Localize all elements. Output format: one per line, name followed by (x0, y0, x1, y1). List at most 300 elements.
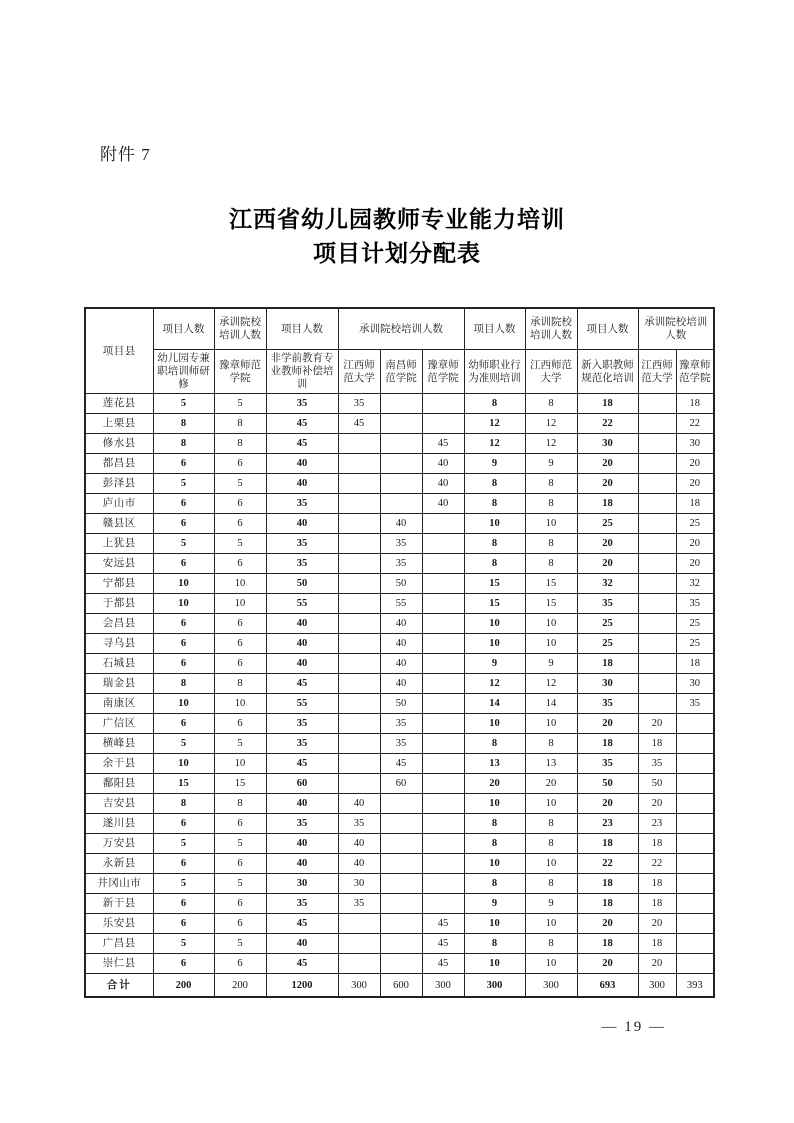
table-cell (338, 674, 380, 694)
header-sub-0-0: 幼儿园专兼职培训师研修 (153, 350, 214, 394)
table-cell: 5 (214, 474, 266, 494)
county-name: 乐安县 (85, 914, 153, 934)
table-cell: 40 (266, 854, 338, 874)
table-row (85, 554, 714, 574)
table-cell: 12 (525, 674, 577, 694)
table-cell: 6 (153, 854, 214, 874)
table-cell (380, 414, 422, 434)
table-row (85, 854, 714, 874)
table-cell: 12 (525, 414, 577, 434)
table-cell: 8 (525, 734, 577, 754)
allocation-table (84, 307, 715, 998)
table-cell: 5 (153, 734, 214, 754)
table-cell (422, 734, 464, 754)
table-cell: 10 (153, 574, 214, 594)
table-cell: 20 (577, 914, 638, 934)
table-cell: 40 (422, 454, 464, 474)
document-title (0, 203, 794, 271)
table-cell: 35 (266, 814, 338, 834)
county-name: 横峰县 (85, 734, 153, 754)
document-title-line1: 江西省幼儿园教师专业能力培训 (229, 207, 565, 232)
table-cell: 40 (422, 494, 464, 514)
table-cell (676, 814, 714, 834)
table-cell (638, 494, 676, 514)
table-cell (422, 634, 464, 654)
table-cell: 10 (464, 854, 525, 874)
table-cell: 5 (153, 394, 214, 414)
table-cell (380, 814, 422, 834)
table-cell: 35 (338, 814, 380, 834)
table-cell: 35 (338, 894, 380, 914)
table-cell: 35 (266, 734, 338, 754)
table-cell: 35 (577, 594, 638, 614)
table-cell (338, 574, 380, 594)
table-row (85, 834, 714, 854)
table-cell (380, 434, 422, 454)
table-cell: 10 (153, 754, 214, 774)
table-cell: 60 (266, 774, 338, 794)
table-cell: 35 (380, 714, 422, 734)
table-cell: 25 (676, 634, 714, 654)
table-cell: 5 (153, 874, 214, 894)
table-cell: 9 (464, 654, 525, 674)
table-cell (422, 534, 464, 554)
table-cell: 15 (464, 594, 525, 614)
table-cell: 300 (525, 974, 577, 998)
table-cell (676, 854, 714, 874)
table-cell (422, 594, 464, 614)
table-cell: 10 (153, 694, 214, 714)
table-cell (338, 734, 380, 754)
table-cell: 40 (380, 514, 422, 534)
header-group-5: 承训院校培训人数 (525, 308, 577, 350)
table-cell: 8 (464, 834, 525, 854)
document-title-line2: 项目计划分配表 (313, 241, 481, 266)
header-group-6: 项目人数 (577, 308, 638, 350)
table-cell: 6 (153, 914, 214, 934)
table-cell (638, 454, 676, 474)
table-cell: 20 (525, 774, 577, 794)
table-cell: 200 (214, 974, 266, 998)
table-cell: 8 (525, 814, 577, 834)
table-row (85, 414, 714, 434)
table-cell (380, 914, 422, 934)
table-cell: 15 (525, 594, 577, 614)
table-cell: 18 (676, 494, 714, 514)
table-row (85, 594, 714, 614)
table-cell (338, 614, 380, 634)
header-sub-1-0: 豫章师范学院 (214, 350, 266, 394)
table-cell: 6 (153, 614, 214, 634)
table-cell: 40 (266, 454, 338, 474)
table-cell (338, 694, 380, 714)
table-cell: 14 (525, 694, 577, 714)
table-cell: 9 (525, 454, 577, 474)
table-cell: 10 (525, 854, 577, 874)
table-cell: 10 (464, 914, 525, 934)
table-cell: 6 (214, 654, 266, 674)
table-cell: 8 (525, 474, 577, 494)
table-cell (422, 854, 464, 874)
table-cell (422, 514, 464, 534)
table-row (85, 514, 714, 534)
table-cell: 5 (153, 934, 214, 954)
table-cell: 5 (153, 474, 214, 494)
table-cell: 18 (577, 654, 638, 674)
table-row (85, 434, 714, 454)
table-cell (676, 734, 714, 754)
table-cell (676, 934, 714, 954)
county-name: 寻乌县 (85, 634, 153, 654)
table-cell: 12 (464, 414, 525, 434)
table-cell (676, 954, 714, 974)
table-cell: 8 (464, 534, 525, 554)
table-cell: 20 (577, 454, 638, 474)
table-cell: 40 (380, 614, 422, 634)
table-cell: 693 (577, 974, 638, 998)
table-row (85, 794, 714, 814)
table-cell: 40 (380, 654, 422, 674)
table-cell: 1200 (266, 974, 338, 998)
table-cell (380, 894, 422, 914)
county-name: 瑞金县 (85, 674, 153, 694)
table-cell: 8 (153, 434, 214, 454)
table-cell: 8 (525, 834, 577, 854)
table-cell (422, 894, 464, 914)
table-cell (422, 394, 464, 414)
county-name: 南康区 (85, 694, 153, 714)
table-cell: 5 (153, 534, 214, 554)
table-cell: 300 (338, 974, 380, 998)
table-cell: 20 (638, 714, 676, 734)
table-cell: 25 (676, 614, 714, 634)
table-row (85, 714, 714, 734)
table-cell: 8 (525, 934, 577, 954)
county-name: 鄱阳县 (85, 774, 153, 794)
table-cell: 35 (266, 894, 338, 914)
table-cell: 8 (214, 434, 266, 454)
table-cell: 6 (153, 634, 214, 654)
county-name: 永新县 (85, 854, 153, 874)
county-name: 都昌县 (85, 454, 153, 474)
table-cell: 40 (266, 474, 338, 494)
table-cell: 8 (464, 814, 525, 834)
table-cell: 50 (266, 574, 338, 594)
table-cell (676, 894, 714, 914)
table-cell: 30 (577, 674, 638, 694)
table-cell: 6 (214, 454, 266, 474)
table-cell: 10 (525, 514, 577, 534)
table-cell: 30 (338, 874, 380, 894)
county-name: 广昌县 (85, 934, 153, 954)
header-sub-7-1: 豫章师范学院 (676, 350, 714, 394)
table-cell: 22 (577, 414, 638, 434)
table-cell (638, 434, 676, 454)
table-cell: 10 (525, 794, 577, 814)
table-cell: 8 (214, 794, 266, 814)
county-name: 上栗县 (85, 414, 153, 434)
table-cell: 15 (464, 574, 525, 594)
table-cell: 8 (525, 874, 577, 894)
table-cell (338, 594, 380, 614)
table-cell: 40 (338, 794, 380, 814)
table-cell: 40 (266, 794, 338, 814)
table-cell: 6 (214, 954, 266, 974)
table-cell: 12 (464, 674, 525, 694)
table-cell (638, 534, 676, 554)
table-cell: 6 (153, 454, 214, 474)
table-cell: 55 (380, 594, 422, 614)
table-cell (676, 714, 714, 734)
table-cell (676, 794, 714, 814)
table-cell: 45 (422, 954, 464, 974)
table-row (85, 534, 714, 554)
table-cell: 45 (422, 934, 464, 954)
table-cell: 22 (577, 854, 638, 874)
table-cell (338, 774, 380, 794)
table-cell (422, 794, 464, 814)
table-cell: 40 (266, 614, 338, 634)
table-cell: 45 (266, 674, 338, 694)
table-row (85, 474, 714, 494)
table-row (85, 694, 714, 714)
table-cell: 45 (338, 414, 380, 434)
table-cell: 20 (577, 474, 638, 494)
table-cell: 20 (577, 534, 638, 554)
table-cell: 32 (577, 574, 638, 594)
table-cell (676, 914, 714, 934)
county-name: 井冈山市 (85, 874, 153, 894)
table-cell: 8 (525, 494, 577, 514)
table-cell (422, 574, 464, 594)
table-cell: 6 (214, 854, 266, 874)
table-cell (380, 454, 422, 474)
table-cell: 6 (214, 514, 266, 534)
table-cell: 30 (676, 434, 714, 454)
table-cell: 20 (577, 714, 638, 734)
table-cell: 45 (266, 914, 338, 934)
table-cell: 5 (214, 394, 266, 414)
table-body (85, 394, 714, 998)
header-sub-5-0: 江西师范大学 (525, 350, 577, 394)
table-cell: 45 (422, 434, 464, 454)
table-cell: 15 (525, 574, 577, 594)
table-row (85, 614, 714, 634)
table-row (85, 634, 714, 654)
table-cell: 40 (266, 514, 338, 534)
table-cell: 18 (577, 934, 638, 954)
table-cell (338, 454, 380, 474)
table-cell (638, 654, 676, 674)
table-cell: 9 (464, 894, 525, 914)
table-cell: 6 (214, 814, 266, 834)
table-cell (676, 874, 714, 894)
table-row (85, 454, 714, 474)
table-cell (422, 774, 464, 794)
county-name: 于都县 (85, 594, 153, 614)
table-cell: 300 (464, 974, 525, 998)
table-cell (422, 414, 464, 434)
county-name: 彭泽县 (85, 474, 153, 494)
table-cell (638, 634, 676, 654)
table-cell (638, 414, 676, 434)
table-cell: 6 (214, 914, 266, 934)
table-cell: 6 (153, 554, 214, 574)
table-cell: 18 (638, 734, 676, 754)
table-cell: 30 (266, 874, 338, 894)
table-cell: 20 (577, 554, 638, 574)
table-cell: 18 (577, 874, 638, 894)
table-cell: 40 (422, 474, 464, 494)
table-cell: 9 (525, 654, 577, 674)
table-cell: 22 (676, 414, 714, 434)
table-cell (338, 914, 380, 934)
table-cell: 6 (214, 614, 266, 634)
table-cell: 18 (638, 934, 676, 954)
header-sub-4-0: 幼师职业行为准则培训 (464, 350, 525, 394)
table-cell (338, 534, 380, 554)
table-row (85, 394, 714, 414)
header-group-1: 承训院校培训人数 (214, 308, 266, 350)
table-cell: 35 (577, 694, 638, 714)
table-cell: 40 (266, 934, 338, 954)
table-cell: 6 (214, 894, 266, 914)
table-cell (380, 794, 422, 814)
table-header (85, 308, 714, 394)
table-cell: 10 (525, 614, 577, 634)
header-sub-3-1: 南昌师范学院 (380, 350, 422, 394)
county-name: 广信区 (85, 714, 153, 734)
table-cell: 10 (525, 714, 577, 734)
table-cell: 10 (153, 594, 214, 614)
table-cell: 5 (153, 834, 214, 854)
table-cell (338, 494, 380, 514)
table-cell (380, 394, 422, 414)
table-cell (638, 614, 676, 634)
table-cell (380, 854, 422, 874)
table-cell: 60 (380, 774, 422, 794)
table-cell: 35 (338, 394, 380, 414)
table-cell: 40 (338, 834, 380, 854)
table-cell: 8 (214, 674, 266, 694)
table-cell: 35 (266, 394, 338, 414)
table-cell: 20 (577, 954, 638, 974)
table-cell: 32 (676, 574, 714, 594)
table-cell: 10 (525, 954, 577, 974)
table-cell: 35 (380, 734, 422, 754)
table-cell: 20 (676, 454, 714, 474)
table-cell: 8 (153, 414, 214, 434)
county-name: 石城县 (85, 654, 153, 674)
county-name: 万安县 (85, 834, 153, 854)
table-cell: 35 (266, 534, 338, 554)
table-cell: 45 (380, 754, 422, 774)
table-cell: 30 (676, 674, 714, 694)
table-cell (338, 654, 380, 674)
table-cell: 6 (214, 634, 266, 654)
table-cell (638, 474, 676, 494)
county-name: 修水县 (85, 434, 153, 454)
table-cell: 600 (380, 974, 422, 998)
table-cell: 6 (153, 894, 214, 914)
county-name: 庐山市 (85, 494, 153, 514)
table-cell: 8 (525, 534, 577, 554)
table-cell (638, 694, 676, 714)
table-cell (422, 714, 464, 734)
table-cell (422, 674, 464, 694)
table-cell: 9 (464, 454, 525, 474)
county-name: 上犹县 (85, 534, 153, 554)
table-cell: 10 (464, 614, 525, 634)
county-name: 余干县 (85, 754, 153, 774)
table-cell (338, 634, 380, 654)
table-cell (338, 714, 380, 734)
table-cell: 6 (214, 714, 266, 734)
table-cell: 13 (525, 754, 577, 774)
table-cell: 5 (214, 834, 266, 854)
table-row (85, 954, 714, 974)
header-group-7: 承训院校培训人数 (638, 308, 714, 350)
header-group-3: 承训院校培训人数 (338, 308, 464, 350)
county-name: 赣县区 (85, 514, 153, 534)
table-cell (338, 554, 380, 574)
table-cell: 8 (464, 934, 525, 954)
table-row (85, 914, 714, 934)
table-cell: 20 (676, 554, 714, 574)
table-cell: 8 (525, 554, 577, 574)
table-cell: 40 (266, 654, 338, 674)
table-cell: 20 (676, 474, 714, 494)
table-cell: 300 (422, 974, 464, 998)
table-row (85, 654, 714, 674)
table-cell: 35 (380, 534, 422, 554)
table-cell: 15 (153, 774, 214, 794)
table-cell: 10 (214, 574, 266, 594)
table-cell: 14 (464, 694, 525, 714)
table-cell: 9 (525, 894, 577, 914)
table-cell: 10 (525, 634, 577, 654)
county-name: 吉安县 (85, 794, 153, 814)
table-cell (422, 554, 464, 574)
table-cell (338, 474, 380, 494)
table-cell: 8 (464, 394, 525, 414)
table-cell: 10 (464, 514, 525, 534)
header-sub-3-0: 江西师范大学 (338, 350, 380, 394)
table-cell: 18 (676, 394, 714, 414)
table-cell: 20 (464, 774, 525, 794)
table-row (85, 574, 714, 594)
table-cell: 6 (214, 494, 266, 514)
table-cell: 40 (380, 674, 422, 694)
table-cell: 30 (577, 434, 638, 454)
table-cell: 10 (214, 754, 266, 774)
header-sub-3-2: 豫章师范学院 (422, 350, 464, 394)
table-cell: 45 (266, 434, 338, 454)
table-cell: 20 (638, 914, 676, 934)
table-cell: 40 (266, 634, 338, 654)
page-number: — 19 — (601, 1019, 666, 1035)
table-row (85, 734, 714, 754)
table-cell (422, 834, 464, 854)
county-name: 莲花县 (85, 394, 153, 414)
table-cell: 25 (577, 614, 638, 634)
table-cell (638, 394, 676, 414)
table-cell: 23 (577, 814, 638, 834)
header-sub-7-0: 江西师范大学 (638, 350, 676, 394)
table-cell (338, 514, 380, 534)
table-cell (338, 934, 380, 954)
table-cell: 40 (266, 834, 338, 854)
